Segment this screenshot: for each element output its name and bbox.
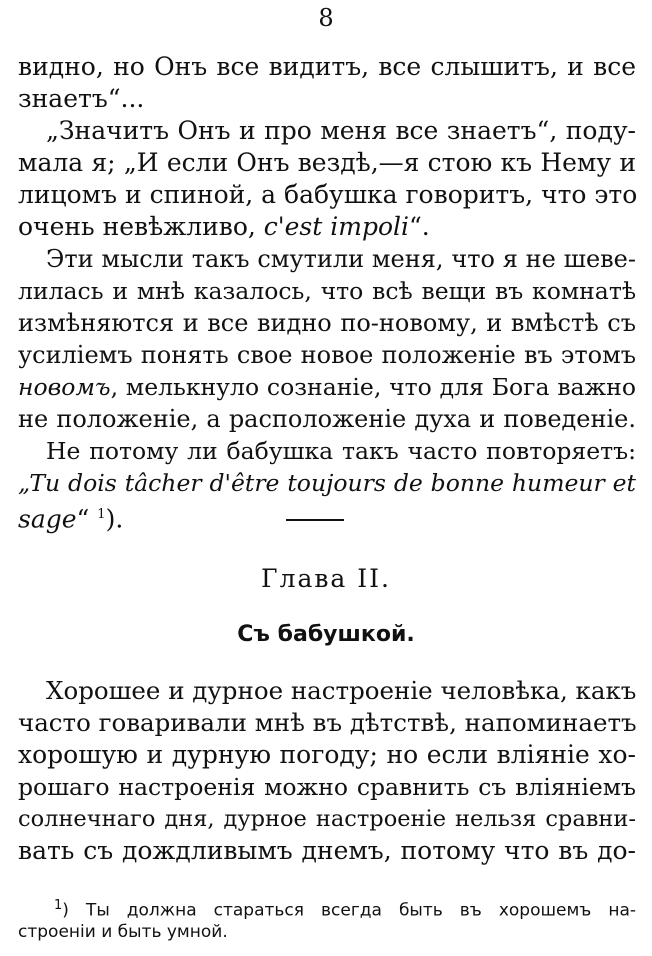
text-line: лилась и мнѣ казалось, что всѣ вещи въ комнатѣ	[18, 277, 636, 305]
french-phrase: c'est impoli	[263, 212, 410, 241]
chapter-subtitle: Съ бабушкой.	[237, 622, 415, 647]
text-line: измѣняются и все видно по-новому, и вмѣстѣ съ	[18, 309, 636, 337]
text-run: “	[76, 504, 98, 534]
page-number: 8	[318, 4, 334, 32]
text-line: Не потому ли бабушка такъ часто повторяетъ:	[46, 437, 636, 465]
footnote-line	[18, 894, 636, 923]
text-run: “.	[409, 212, 430, 241]
text-run: ).	[105, 504, 124, 534]
text-run: очень невѣжливо,	[18, 212, 264, 241]
text-line: лицомъ и спиной, а бабушка говоритъ, что это	[18, 180, 638, 209]
text-line: „Значитъ Онъ и про меня все знаетъ“, поду-	[46, 116, 636, 145]
cropped-line-remnant	[40, 882, 150, 888]
text-line	[18, 372, 636, 402]
text-line: видно, но Онъ все видитъ, все слышитъ, и все	[18, 52, 636, 81]
text-line: хорошую и дурную погоду; но если вліяніе хо-	[18, 740, 636, 769]
footnote-text: Ты должна стараться всегда быть въ хорошемъ на-	[68, 900, 636, 921]
text-line	[18, 212, 636, 242]
text-line: солнечнаго дня, дурное настроеніе нельзя сравни-	[18, 806, 636, 832]
text-line	[18, 500, 636, 534]
text-line: усиліемъ понять свое новое положеніе въ этомъ	[18, 341, 636, 369]
text-run: , мелькнуло сознаніе, что для Бога важно	[110, 373, 636, 401]
text-line: знаетъ“...	[18, 84, 145, 113]
footnote-reference: 1	[97, 507, 106, 522]
french-quote-line: „Tu dois tâcher d'être toujours de bonne humeur et	[18, 469, 636, 497]
text-line: мала я; „И если Онъ вездѣ,—я стою къ Нему и	[18, 148, 636, 177]
text-line: Хорошее и дурное настроеніе человѣка, какъ	[46, 676, 637, 705]
text-line: часто говаривали мнѣ въ дѣтствѣ, напоминаетъ	[18, 708, 637, 737]
footnote-line: строеніи и быть умной.	[18, 922, 228, 942]
footnote-mark: 1	[54, 898, 63, 913]
text-line: рошаго настроенія можно сравнить съ вліяніемъ	[18, 773, 636, 801]
text-line: вать съ дождливымъ днемъ, потому что въ до-	[18, 836, 636, 865]
text-line: не положеніе, а расположеніе духа и поведеніе.	[18, 405, 636, 433]
french-quote-end: sage	[18, 504, 77, 534]
chapter-title: Глава II.	[261, 564, 391, 593]
italic-word: новомъ	[18, 373, 111, 401]
section-divider	[286, 519, 344, 521]
text-line: Эти мысли такъ смутили меня, что я не шеве-	[46, 245, 636, 273]
footnote-mark-close: )	[62, 900, 69, 921]
